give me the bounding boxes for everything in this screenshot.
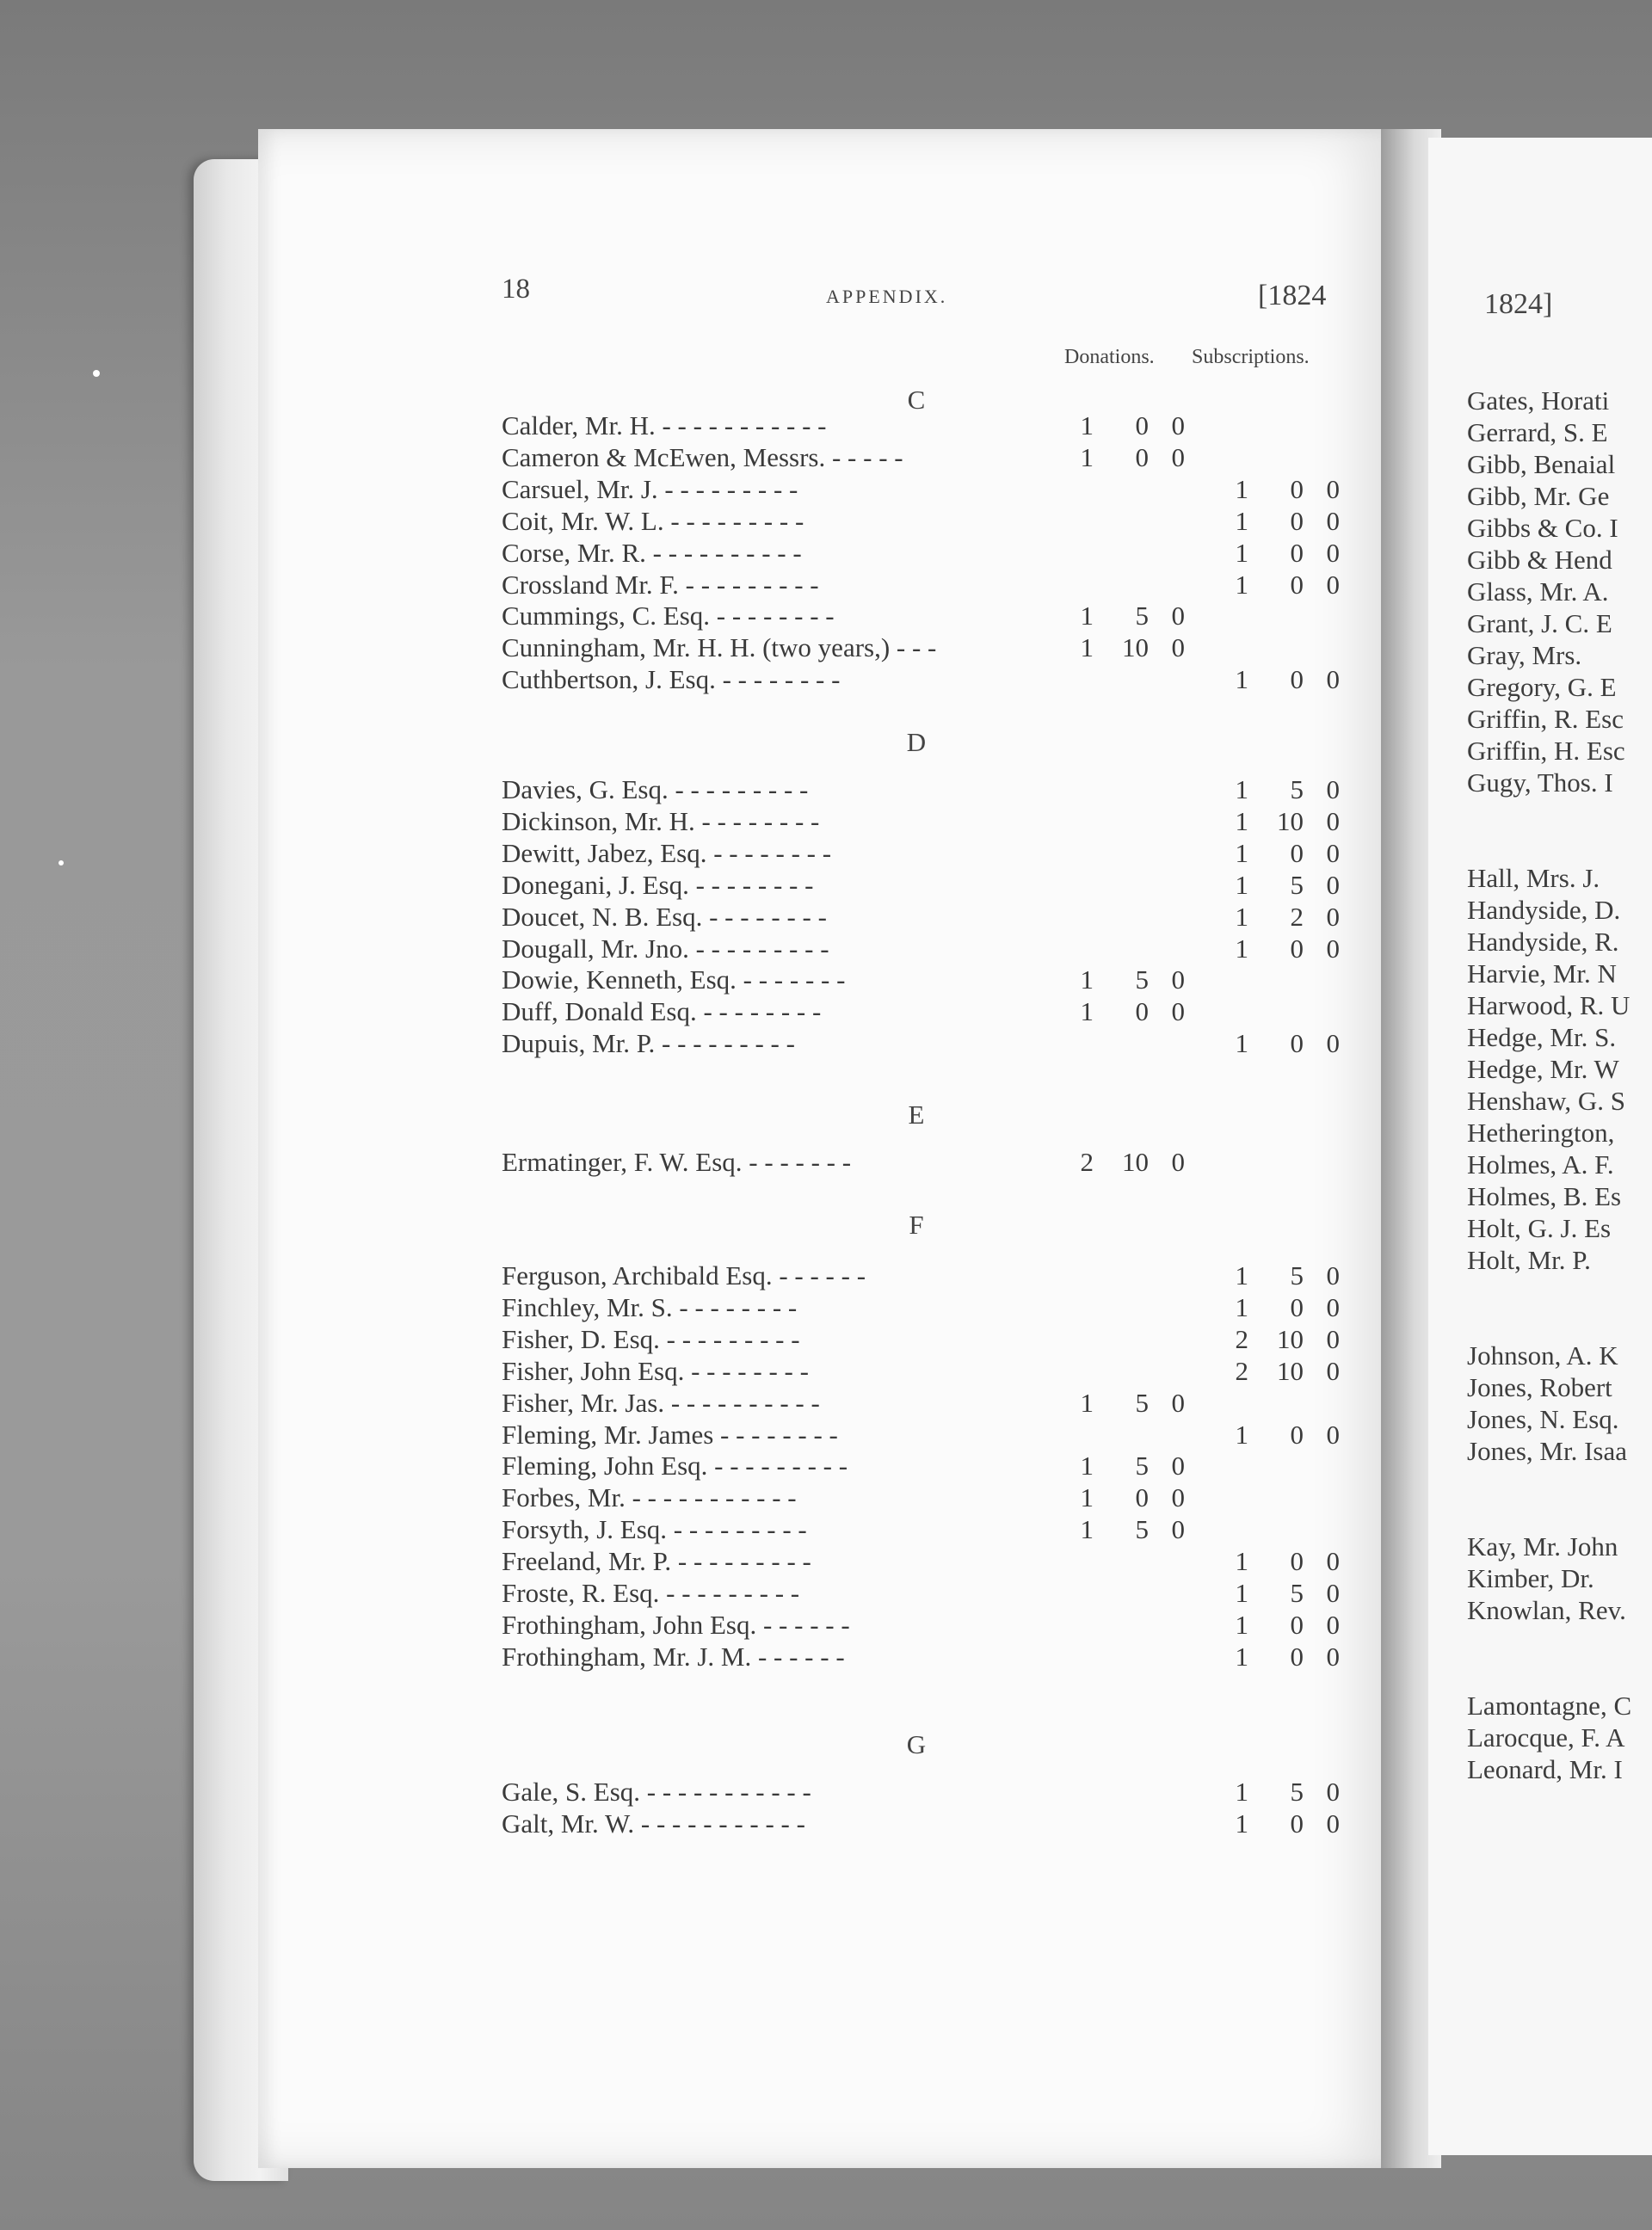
subscription-amount: 0 <box>1326 1578 1340 1608</box>
right-page-entry: Henshaw, G. S <box>1467 1086 1625 1116</box>
right-page-entry: Handyside, R. <box>1467 927 1619 957</box>
donation-amount: 0 <box>1135 1482 1149 1513</box>
donation-amount: 0 <box>1171 441 1185 472</box>
right-page-entry: Jones, Robert <box>1467 1372 1612 1402</box>
list-item <box>502 774 1362 805</box>
list-item <box>502 1808 1362 1839</box>
list-item <box>502 1610 1362 1641</box>
subscriber-name: Cummings, C. Esq. - - - - - - - - <box>502 601 835 631</box>
donation-amount: 10 <box>1122 1147 1149 1177</box>
section-letter: G <box>906 1729 927 1759</box>
subscriber-name: Fisher, John Esq. - - - - - - - - <box>502 1355 809 1386</box>
subscription-amount: 0 <box>1326 505 1340 536</box>
subscription-amount: 1 <box>1235 805 1248 836</box>
subscription-amount: 0 <box>1290 505 1304 536</box>
subscriber-name: Frothingham, John Esq. - - - - - - <box>502 1609 850 1640</box>
subscription-amount: 0 <box>1290 1808 1304 1839</box>
right-page-entry: Hedge, Mr. W <box>1467 1054 1619 1084</box>
donation-amount: 5 <box>1135 601 1149 631</box>
list-item <box>502 964 1362 995</box>
section-letter: C <box>907 385 926 415</box>
subscription-amount: 0 <box>1326 664 1340 695</box>
list-item <box>502 1292 1362 1323</box>
right-page-entry: Handyside, D. <box>1467 895 1621 925</box>
list-item <box>502 1514 1362 1545</box>
subscription-amount: 1 <box>1235 1641 1248 1672</box>
subscription-amount: 1 <box>1235 505 1248 536</box>
right-page-entry: Holt, Mr. P. <box>1467 1245 1591 1275</box>
list-item <box>502 664 1362 695</box>
right-page-entry: Gibb & Hend <box>1467 545 1612 575</box>
subscription-amount: 0 <box>1326 1260 1340 1291</box>
subscription-amount: 10 <box>1277 1355 1304 1386</box>
right-page-entry: Knowlan, Rev. <box>1467 1595 1626 1625</box>
donation-amount: 0 <box>1171 1387 1185 1418</box>
subscription-amount: 1 <box>1235 933 1248 964</box>
subscription-amount: 0 <box>1290 537 1304 568</box>
list-item <box>502 601 1362 631</box>
right-page-entry: Griffin, H. Esc <box>1467 736 1625 766</box>
subscription-amount: 2 <box>1235 1323 1248 1354</box>
right-page-entry: Glass, Mr. A. <box>1467 576 1609 607</box>
right-page-entry: Hetherington, <box>1467 1118 1615 1148</box>
subscriber-name: Crossland Mr. F. - - - - - - - - - <box>502 569 819 600</box>
subscription-amount: 0 <box>1326 1808 1340 1839</box>
donation-amount: 0 <box>1171 1147 1185 1177</box>
subscription-amount: 0 <box>1326 1419 1340 1450</box>
right-page-entry: Holmes, B. Es <box>1467 1181 1622 1211</box>
donation-amount: 5 <box>1135 1451 1149 1482</box>
subscriber-name: Gale, S. Esq. - - - - - - - - - - - <box>502 1777 811 1807</box>
right-page-entry: Jones, Mr. Isaa <box>1467 1436 1627 1466</box>
donation-amount: 0 <box>1135 996 1149 1027</box>
list-item <box>502 1356 1362 1387</box>
subscription-amount: 0 <box>1290 664 1304 695</box>
section-letter: D <box>906 727 927 757</box>
subscription-amount: 0 <box>1290 1028 1304 1059</box>
subscriber-name: Calder, Mr. H. - - - - - - - - - - - <box>502 410 827 440</box>
right-page-entry: Gregory, G. E <box>1467 672 1617 702</box>
subscription-amount: 5 <box>1290 869 1304 900</box>
donation-amount: 0 <box>1171 996 1185 1027</box>
subscription-amount: 1 <box>1235 664 1248 695</box>
right-page-entry: Gray, Mrs. <box>1467 640 1582 670</box>
subscriber-name: Frothingham, Mr. J. M. - - - - - - <box>502 1641 845 1672</box>
list-item <box>502 996 1362 1027</box>
list-item <box>502 1546 1362 1577</box>
donation-amount: 2 <box>1080 1147 1094 1177</box>
right-page-entry: Gates, Horati <box>1467 385 1610 416</box>
subscription-amount: 0 <box>1326 1291 1340 1322</box>
subscription-amount: 1 <box>1235 1546 1248 1577</box>
right-page-entry: Hedge, Mr. S. <box>1467 1022 1617 1052</box>
right-page-entry: Lamontagne, C <box>1467 1691 1632 1721</box>
subscription-amount: 0 <box>1326 1355 1340 1386</box>
subscriber-name: Fleming, Mr. James - - - - - - - - <box>502 1419 838 1450</box>
donation-amount: 0 <box>1135 410 1149 440</box>
donation-amount: 0 <box>1171 410 1185 440</box>
subscriber-name: Doucet, N. B. Esq. - - - - - - - - <box>502 901 827 932</box>
subscription-amount: 0 <box>1326 774 1340 804</box>
subscriber-name: Coit, Mr. W. L. - - - - - - - - - <box>502 505 804 536</box>
list-item <box>502 1388 1362 1419</box>
list-item <box>502 1451 1362 1482</box>
list-item <box>502 1028 1362 1059</box>
page-number: 18 <box>502 274 530 305</box>
subscriber-name: Carsuel, Mr. J. - - - - - - - - - <box>502 473 798 504</box>
subscription-amount: 0 <box>1290 1546 1304 1577</box>
donations-column-header: Donations. <box>1064 346 1155 368</box>
subscription-amount: 1 <box>1235 1808 1248 1839</box>
list-item <box>502 838 1362 869</box>
subscription-amount: 1 <box>1235 869 1248 900</box>
subscription-amount: 0 <box>1326 933 1340 964</box>
list-item <box>502 933 1362 964</box>
subscriber-name: Donegani, J. Esq. - - - - - - - - <box>502 869 814 900</box>
subscriber-name: Davies, G. Esq. - - - - - - - - - <box>502 774 809 804</box>
subscriber-name: Fleming, John Esq. - - - - - - - - - <box>502 1451 848 1482</box>
subscriber-name: Dowie, Kenneth, Esq. - - - - - - - <box>502 964 846 995</box>
subscription-amount: 0 <box>1326 1609 1340 1640</box>
donation-amount: 1 <box>1080 441 1094 472</box>
right-page-entry: Kay, Mr. John <box>1467 1531 1618 1562</box>
subscription-amount: 1 <box>1235 901 1248 932</box>
donation-amount: 5 <box>1135 1514 1149 1545</box>
donation-amount: 1 <box>1080 601 1094 631</box>
subscription-amount: 0 <box>1290 569 1304 600</box>
subscriber-name: Fisher, Mr. Jas. - - - - - - - - - - <box>502 1387 820 1418</box>
subscription-amount: 1 <box>1235 537 1248 568</box>
subscription-amount: 0 <box>1326 1777 1340 1807</box>
subscription-amount: 0 <box>1326 837 1340 868</box>
donation-amount: 5 <box>1135 1387 1149 1418</box>
right-page-entry: Gerrard, S. E <box>1467 417 1608 447</box>
right-page-entry: Grant, J. C. E <box>1467 608 1612 638</box>
donation-amount: 1 <box>1080 632 1094 663</box>
subscription-amount: 0 <box>1290 473 1304 504</box>
subscription-amount: 1 <box>1235 774 1248 804</box>
list-item <box>502 1260 1362 1291</box>
donation-amount: 1 <box>1080 410 1094 440</box>
list-item <box>502 1482 1362 1513</box>
subscription-amount: 0 <box>1326 537 1340 568</box>
subscription-amount: 1 <box>1235 569 1248 600</box>
donation-amount: 10 <box>1122 632 1149 663</box>
subscription-amount: 0 <box>1290 1609 1304 1640</box>
subscription-amount: 0 <box>1326 901 1340 932</box>
donation-amount: 0 <box>1171 964 1185 995</box>
list-item <box>502 870 1362 901</box>
list-item <box>502 1642 1362 1672</box>
donation-amount: 0 <box>1135 441 1149 472</box>
subscription-amount: 0 <box>1326 1323 1340 1354</box>
subscriber-name: Fisher, D. Esq. - - - - - - - - - <box>502 1323 800 1354</box>
right-page-entry: Holmes, A. F. <box>1467 1149 1614 1180</box>
subscription-amount: 5 <box>1290 1578 1304 1608</box>
subscriber-name: Dupuis, Mr. P. - - - - - - - - - <box>502 1028 795 1059</box>
donation-amount: 1 <box>1080 1514 1094 1545</box>
list-item <box>502 474 1362 505</box>
subscription-amount: 10 <box>1277 805 1304 836</box>
donation-amount: 1 <box>1080 1482 1094 1513</box>
subscriber-name: Corse, Mr. R. - - - - - - - - - - <box>502 537 802 568</box>
subscriber-name: Galt, Mr. W. - - - - - - - - - - - <box>502 1808 805 1839</box>
donation-amount: 1 <box>1080 996 1094 1027</box>
right-page-entry: Holt, G. J. Es <box>1467 1213 1612 1243</box>
subscription-amount: 1 <box>1235 837 1248 868</box>
subscription-amount: 5 <box>1290 774 1304 804</box>
subscription-amount: 2 <box>1290 901 1304 932</box>
list-item <box>502 806 1362 837</box>
list-item <box>502 442 1362 473</box>
right-page-entry: Gibbs & Co. I <box>1467 513 1618 543</box>
subscriber-name: Forsyth, J. Esq. - - - - - - - - - <box>502 1514 807 1545</box>
subscription-amount: 1 <box>1235 1291 1248 1322</box>
right-page-header: 1824] <box>1484 288 1553 320</box>
subscription-amount: 1 <box>1235 1028 1248 1059</box>
list-item <box>502 632 1362 663</box>
list-item <box>502 1420 1362 1451</box>
scan-speck <box>93 370 100 377</box>
subscription-amount: 0 <box>1290 1641 1304 1672</box>
scan-speck <box>59 860 64 866</box>
list-item <box>502 506 1362 537</box>
donation-amount: 0 <box>1171 1451 1185 1482</box>
list-item <box>502 902 1362 933</box>
subscriber-name: Duff, Donald Esq. - - - - - - - - <box>502 996 822 1027</box>
subscriber-name: Ferguson, Archibald Esq. - - - - - - <box>502 1260 866 1291</box>
subscriber-name: Ermatinger, F. W. Esq. - - - - - - - <box>502 1147 852 1177</box>
list-item <box>502 1147 1362 1178</box>
list-item <box>502 570 1362 601</box>
subscription-amount: 1 <box>1235 1578 1248 1608</box>
right-page-entry: Harwood, R. U <box>1467 990 1630 1020</box>
list-item <box>502 410 1362 441</box>
right-page-entry: Griffin, R. Esc <box>1467 704 1624 734</box>
subscriber-name: Dougall, Mr. Jno. - - - - - - - - - <box>502 933 829 964</box>
list-item <box>502 1578 1362 1609</box>
subscription-amount: 0 <box>1326 1641 1340 1672</box>
subscription-amount: 0 <box>1326 869 1340 900</box>
subscriptions-column-header: Subscriptions. <box>1192 346 1310 368</box>
subscription-amount: 10 <box>1277 1323 1304 1354</box>
list-item <box>502 1777 1362 1808</box>
subscription-amount: 0 <box>1290 933 1304 964</box>
subscriber-name: Cunningham, Mr. H. H. (two years,) - - - <box>502 632 937 663</box>
subscriber-name: Freeland, Mr. P. - - - - - - - - - <box>502 1546 811 1577</box>
subscription-amount: 1 <box>1235 1260 1248 1291</box>
subscription-amount: 0 <box>1326 473 1340 504</box>
subscription-amount: 0 <box>1326 1028 1340 1059</box>
subscriber-name: Cuthbertson, J. Esq. - - - - - - - - <box>502 664 841 695</box>
subscription-amount: 0 <box>1290 1419 1304 1450</box>
section-letter: F <box>909 1210 924 1240</box>
donation-amount: 5 <box>1135 964 1149 995</box>
right-page-entry: Johnson, A. K <box>1467 1340 1618 1371</box>
subscriber-name: Dickinson, Mr. H. - - - - - - - - <box>502 805 820 836</box>
donation-amount: 0 <box>1171 601 1185 631</box>
right-page-entry: Gugy, Thos. I <box>1467 767 1613 798</box>
right-page-entry: Larocque, F. A <box>1467 1722 1625 1753</box>
donation-amount: 1 <box>1080 1451 1094 1482</box>
subscription-amount: 0 <box>1290 1291 1304 1322</box>
subscription-amount: 0 <box>1326 569 1340 600</box>
donation-amount: 1 <box>1080 1387 1094 1418</box>
subscriber-name: Dewitt, Jabez, Esq. - - - - - - - - <box>502 837 832 868</box>
subscriber-name: Froste, R. Esq. - - - - - - - - - <box>502 1578 800 1608</box>
subscription-amount: 1 <box>1235 473 1248 504</box>
subscription-amount: 0 <box>1326 805 1340 836</box>
subscription-amount: 1 <box>1235 1777 1248 1807</box>
subscription-amount: 2 <box>1235 1355 1248 1386</box>
section-letter: E <box>908 1100 925 1130</box>
right-page-entry: Gibb, Benaial <box>1467 449 1616 479</box>
subscription-amount: 1 <box>1235 1419 1248 1450</box>
donation-amount: 1 <box>1080 964 1094 995</box>
right-page-entry: Gibb, Mr. Ge <box>1467 481 1610 511</box>
donation-amount: 0 <box>1171 632 1185 663</box>
right-page-entry: Kimber, Dr. <box>1467 1563 1594 1593</box>
subscriber-name: Cameron & McEwen, Messrs. - - - - - <box>502 441 903 472</box>
subscription-amount: 0 <box>1326 1546 1340 1577</box>
list-item <box>502 538 1362 569</box>
subscription-amount: 5 <box>1290 1777 1304 1807</box>
donation-amount: 0 <box>1171 1514 1185 1545</box>
subscriber-name: Forbes, Mr. - - - - - - - - - - - <box>502 1482 797 1513</box>
list-item <box>502 1324 1362 1355</box>
right-page-entry: Harvie, Mr. N <box>1467 958 1617 989</box>
right-page-entry: Hall, Mrs. J. <box>1467 863 1600 893</box>
subscription-amount: 5 <box>1290 1260 1304 1291</box>
header-year: [1824 <box>1258 280 1327 311</box>
subscription-amount: 0 <box>1290 837 1304 868</box>
running-title: APPENDIX. <box>826 286 948 307</box>
subscriber-name: Finchley, Mr. S. - - - - - - - - <box>502 1291 798 1322</box>
right-page-entry: Leonard, Mr. I <box>1467 1754 1623 1784</box>
subscription-amount: 1 <box>1235 1609 1248 1640</box>
donation-amount: 0 <box>1171 1482 1185 1513</box>
right-page-entry: Jones, N. Esq. <box>1467 1404 1619 1434</box>
